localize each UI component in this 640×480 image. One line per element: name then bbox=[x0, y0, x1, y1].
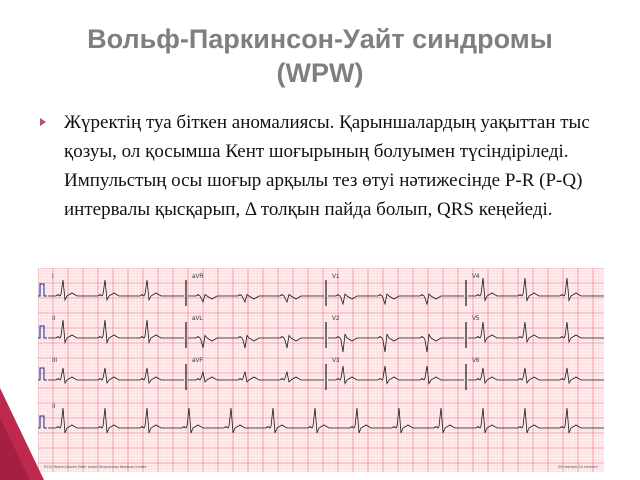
ecg-tracing bbox=[38, 268, 604, 472]
ecg-footer-right: 25 mm/sec 10 mm/mV bbox=[557, 464, 598, 469]
lead-label: V2 bbox=[332, 316, 340, 322]
slide-title bbox=[20, 22, 620, 90]
ecg-strip-image bbox=[38, 268, 604, 472]
bullet-marker-icon bbox=[40, 118, 46, 126]
lead-label: V4 bbox=[472, 274, 480, 280]
lead-label: V3 bbox=[332, 358, 340, 364]
lead-label: II bbox=[52, 316, 56, 322]
calibration-pulse bbox=[38, 284, 47, 296]
decorative-wedge-icon bbox=[0, 388, 44, 480]
ecg-trace bbox=[328, 366, 464, 384]
lead-label: aVL bbox=[192, 316, 203, 322]
ecg-trace bbox=[328, 294, 464, 304]
title-line-1: Вольф-Паркинсон-Уайт синдромы bbox=[87, 24, 553, 54]
lead-label: II bbox=[52, 404, 56, 410]
ecg-trace bbox=[188, 372, 324, 382]
bullet-point bbox=[40, 108, 610, 268]
lead-label: I bbox=[52, 274, 54, 280]
ecg-footer-left: ECG Wave-Maven Beth Israel Deaconess Medical Center bbox=[44, 464, 147, 469]
lead-label: aVR bbox=[192, 274, 204, 280]
lead-label: V1 bbox=[332, 274, 340, 280]
title-line-2: (WPW) bbox=[276, 58, 364, 88]
lead-label: aVF bbox=[192, 358, 204, 364]
calibration-pulse bbox=[38, 368, 47, 380]
lead-label: V5 bbox=[472, 316, 480, 322]
lead-label: V6 bbox=[472, 358, 480, 364]
bullet-text: Жүректің туа біткен аномалиясы. Қарыншалардың уақыттан тыс қозуы, ол қосымша Кент шоғырының болуымен түсіндіріледі. Импульстың осы шоғыр арқылы тез өтуі нәтижесінде P-R (P-Q) интервалы қысқарып, Δ толқын пайда болып, QRS кеңейеді. bbox=[64, 112, 590, 220]
lead-label: III bbox=[52, 358, 58, 364]
